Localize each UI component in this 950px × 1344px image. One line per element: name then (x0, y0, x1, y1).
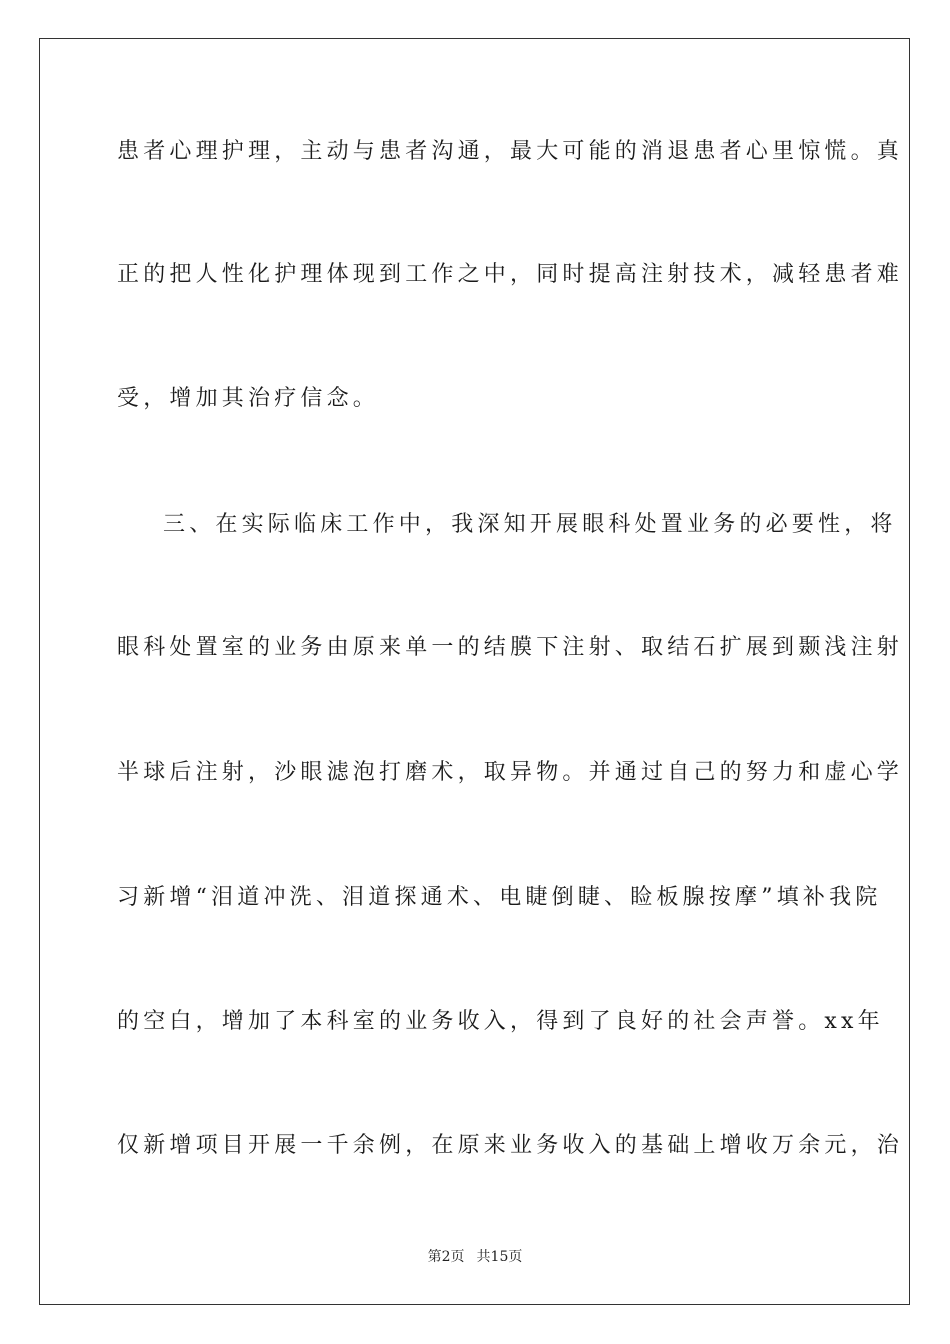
paragraph-line: 半球后注射，沙眼滤泡打磨术，取异物。并通过自己的努力和虚心学 (117, 760, 904, 785)
paragraph-line: 受，增加其治疗信念。 (117, 386, 380, 411)
paragraph-line: 的空白，增加了本科室的业务收入，得到了良好的社会声誉。xx年 (117, 1009, 884, 1034)
total-pages: 共15页 (476, 1249, 523, 1265)
paragraph-line: 三、在实际临床工作中，我深知开展眼科处置业务的必要性，将 (163, 512, 897, 537)
paragraph-line: 仅新增项目开展一千余例，在原来业务收入的基础上增收万余元，治 (117, 1133, 904, 1158)
page-border (39, 38, 910, 1305)
page-footer (0, 1248, 950, 1266)
paragraph-line: 眼科处置室的业务由原来单一的结膜下注射、取结石扩展到颞浅注射 (117, 635, 904, 660)
paragraph-line: 患者心理护理，主动与患者沟通，最大可能的消退患者心里惊慌。真 (117, 139, 904, 164)
paragraph-line: 正的把人性化护理体现到工作之中，同时提高注射技术，减轻患者难 (117, 262, 904, 287)
paragraph-line: 习新增“泪道冲洗、泪道探通术、电睫倒睫、睑板腺按摩”填补我院 (117, 885, 882, 910)
page-number: 第2页 (427, 1249, 465, 1265)
